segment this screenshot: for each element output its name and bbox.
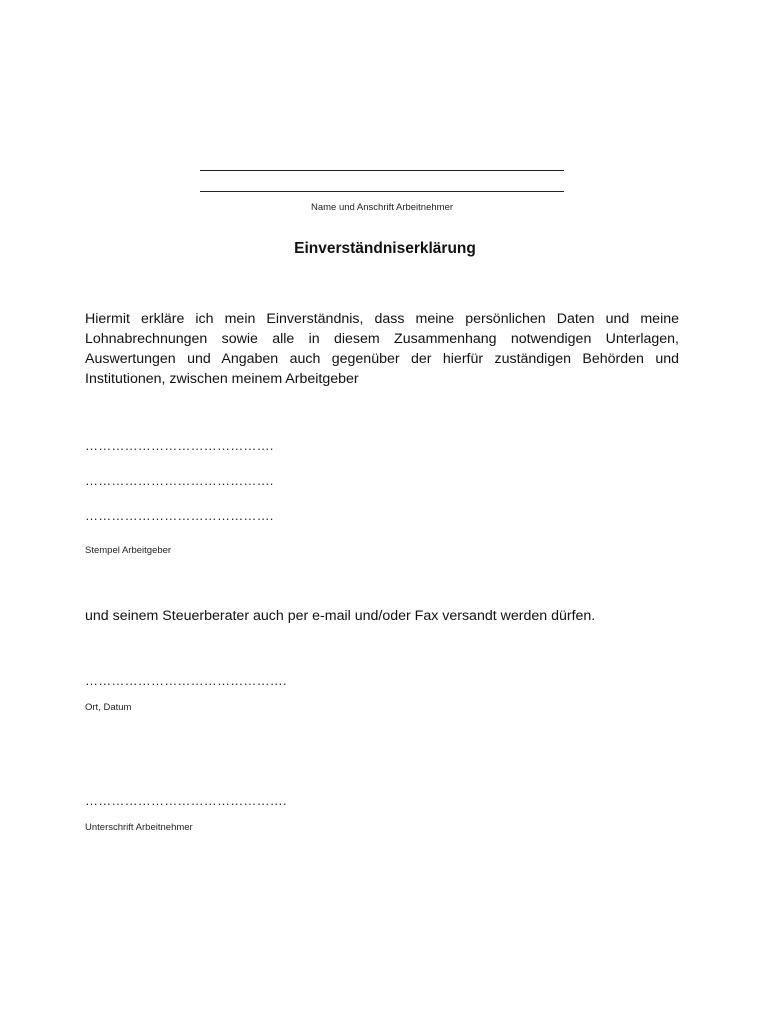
employee-name-address-caption: Name und Anschrift Arbeitnehmer <box>310 202 454 213</box>
document-title: Einverständniserklärung <box>294 240 476 257</box>
tax-advisor-paragraph: und seinem Steuerberater auch per e-mail und/oder Fax versandt werden dürfen. <box>85 608 596 624</box>
consent-paragraph: Hiermit erkläre ich mein Einverständnis, dass meine persönlichen Daten und meine Lohnabrechnungen sowie alle in diesem Zusammenhang notwendigen Unterlagen, Auswertungen und Angaben auch gegenüber der hierfür zuständigen Behörden und Institutionen, zwischen meinem Arbeitgeber <box>85 311 679 387</box>
employee-address-line <box>200 191 564 192</box>
place-date-caption: Ort, Datum <box>85 702 132 713</box>
employer-dotted-line-2: ……………………………………. <box>85 473 274 488</box>
place-date-dotted-line: ………………………………………. <box>85 673 287 688</box>
employer-dotted-line-3: ……………………………………. <box>85 508 274 523</box>
signature-dotted-line: ………………………………………. <box>85 793 287 808</box>
employee-name-line <box>200 170 564 171</box>
employee-signature-caption: Unterschrift Arbeitnehmer <box>85 822 193 833</box>
employer-dotted-line-1: ……………………………………. <box>85 438 274 453</box>
employer-stamp-caption: Stempel Arbeitgeber <box>85 545 172 556</box>
